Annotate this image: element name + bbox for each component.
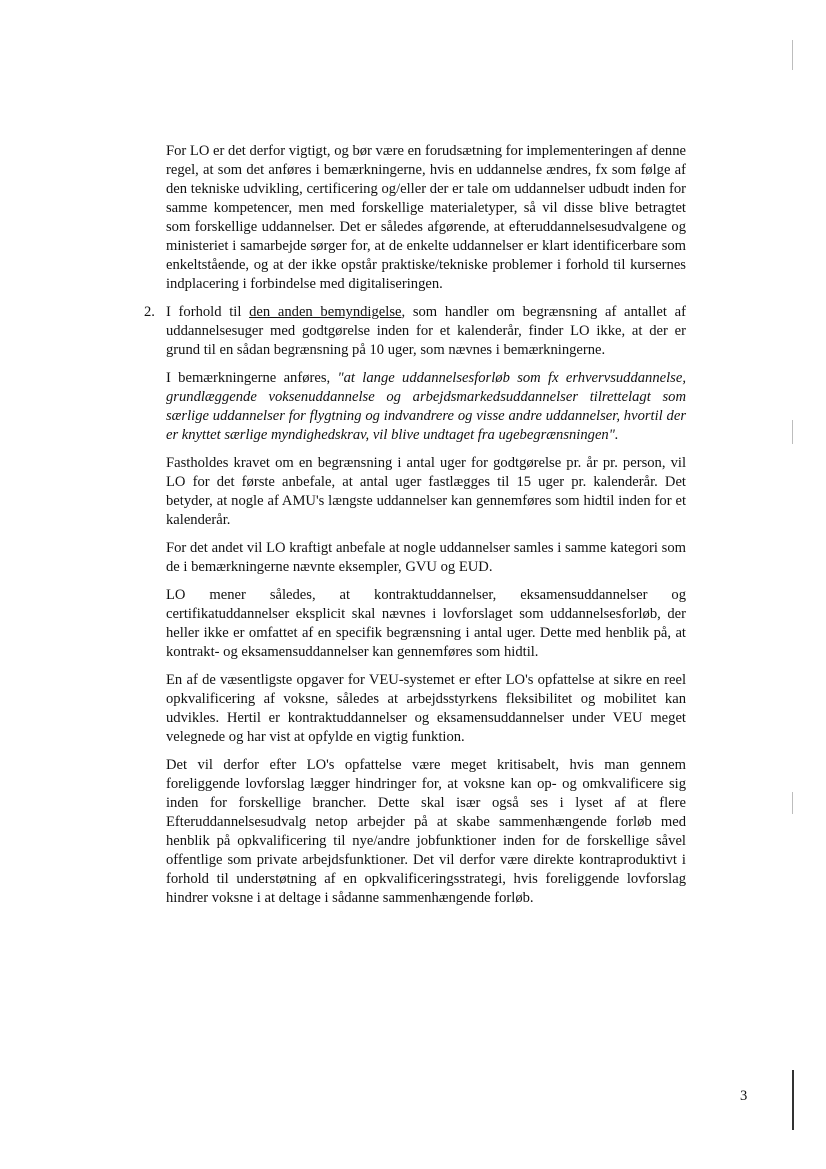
page-number: 3 (740, 1088, 748, 1104)
paragraph (166, 369, 686, 445)
scan-edge-mark (792, 420, 793, 444)
quoted-text: "at lange uddannelsesforløb som fx erhvervsuddannelse, grundlæggende voksenuddannelse og arbejdsmarkedsuddannelser tilrettelagt som særlige uddannelser for flygtning og indvandrere og visse andre uddannelser, hvortil der er knyttet særlige myndighedskrav, vil blive undtaget fra ugebegrænsningen". (166, 370, 686, 443)
quote-lead: I bemærkningerne anføres, (166, 370, 338, 386)
paragraph: For LO er det derfor vigtigt, og bør være en forudsætning for implementeringen af denne regel, at som det anføres i bemærkningerne, hvis en uddannelse ændres, fx som følge af den tekniske udvikling, certificering og/eller der er tale om uddannelser udbudt inden for samme kompetencer, men med forskellige materialetyper, så vil disse blive betragtet som forskellige uddannelser. Det er således afgørende, at efteruddannelsesudvalgene og ministeriet i samarbejde sørger for, at de enkelte uddannelser er klart identificerbare som enkeltstående, og at der ikke opstår praktiske/tekniske problemer i forhold til kursernes indplacering i forbindelse med digitaliseringen. (166, 143, 686, 292)
scan-edge-line (792, 1070, 794, 1130)
paragraph: Fastholdes kravet om en begrænsning i antal uger for godtgørelse pr. år pr. person, vil LO for det første anbefale, at antal uger fastlægges til 15 uger pr. kalenderår. Det betyder, at nogle af AMU's længste uddannelser kan gennemføres som hidtil inden for et kalenderår. (166, 455, 686, 528)
list-item (144, 303, 686, 360)
body-text (144, 142, 686, 917)
scan-edge-mark (792, 792, 793, 814)
underlined-phrase: den anden bemyndigelse (249, 304, 402, 320)
list-item-number: 2. (144, 304, 155, 320)
list-item-text: , som handler om begrænsning af antallet af uddannelsesuger med godtgørelse inden for et kalenderår, finder LO ikke, at der er grund til en sådan begrænsning på 10 uger, som nævnes i bemærkningerne. (166, 304, 686, 358)
list-item-text: I forhold til (166, 304, 250, 320)
paragraph: LO mener således, at kontraktuddannelser, eksamensuddannelser og certifikatuddannelser eksplicit skal nævnes i lovforslaget som uddannelsesforløb, der heller ikke er omfattet af en specifik begrænsning i antal uger. Dette med henblik på, at kontrakt- og eksamensuddannelser kan gennemføres som hidtil. (166, 587, 686, 660)
paragraph: Det vil derfor efter LO's opfattelse være meget kritisabelt, hvis man gennem foreliggende lovforslag lægger hindringer for, at voksne kan op- og omkvalificere sig inden for forskellige brancher. Dette skal især også ses i lyset af at flere Efteruddannelsesudvalg netop arbejder på at skabe sammenhængende forløb med henblik på opkvalificering til nye/andre jobfunktioner inden for de forskellige såvel offentlige som private arbejdsfunktioner. Det vil derfor være direkte kontraproduktivt i forhold til understøtning af en opkvalificeringsstrategi, hvis foreliggende lovforslag hindrer voksne i at deltage i sådanne sammenhængende forløb. (166, 757, 686, 906)
scan-edge-mark (792, 40, 793, 70)
paragraph: En af de væsentligste opgaver for VEU-systemet er efter LO's opfattelse at sikre en reel opkvalificering af voksne, således at arbejdsstyrkens fleksibilitet og mobilitet kan udvikles. Hertil er kontraktuddannelser og eksamensuddannelser under VEU meget velegnede og har vist at opfylde en vigtig funktion. (166, 672, 686, 745)
paragraph: For det andet vil LO kraftigt anbefale at nogle uddannelser samles i samme kategori som de i bemærkningerne nævnte eksempler, GVU og EUD. (166, 540, 686, 575)
